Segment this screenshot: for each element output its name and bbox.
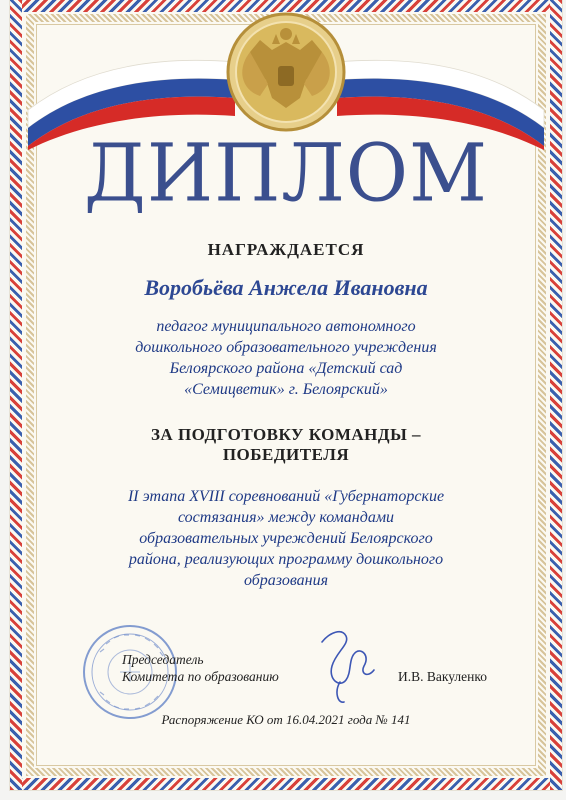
border-stripe-bottom: [10, 778, 562, 790]
coat-of-arms-emblem: [228, 14, 344, 130]
awarded-label: НАГРАЖДАЕТСЯ: [207, 240, 365, 259]
event-line: образовательных учреждений Белоярского: [139, 530, 433, 547]
position-line: Белоярского района «Детский сад: [169, 360, 403, 377]
event-line: состязания» между командами: [177, 509, 395, 526]
recipient-position: [10, 316, 562, 400]
signatory-title-line2: Комитета по образованию: [122, 669, 279, 684]
diploma-sheet: [10, 0, 562, 790]
order-note: Распоряжение КО от 16.04.2021 года № 141: [161, 712, 411, 727]
event-line: образования: [243, 572, 329, 589]
handwritten-signature: [312, 622, 382, 707]
signatory-name: И.В. Вакуленко: [398, 669, 487, 684]
event-line: района, реализующих программу дошкольного: [128, 551, 444, 568]
position-line: педагог муниципального автономного: [156, 318, 416, 335]
recipient-name: Воробьёва Анжела Ивановна: [144, 275, 428, 300]
reason-line: ПОБЕДИТЕЛЯ: [222, 445, 350, 464]
diploma-title: ДИПЛОМ: [84, 125, 488, 220]
signatory-title-line1: Председатель: [122, 652, 204, 667]
event-line: II этапа XVIII соревнований «Губернаторские: [127, 488, 445, 505]
event-description: [10, 486, 562, 591]
award-reason: [10, 425, 562, 465]
position-line: дошкольного образовательного учреждения: [135, 339, 437, 356]
reason-line: ЗА ПОДГОТОВКУ КОМАНДЫ –: [150, 425, 422, 444]
position-line: «Семицветик» г. Белоярский»: [184, 381, 388, 398]
